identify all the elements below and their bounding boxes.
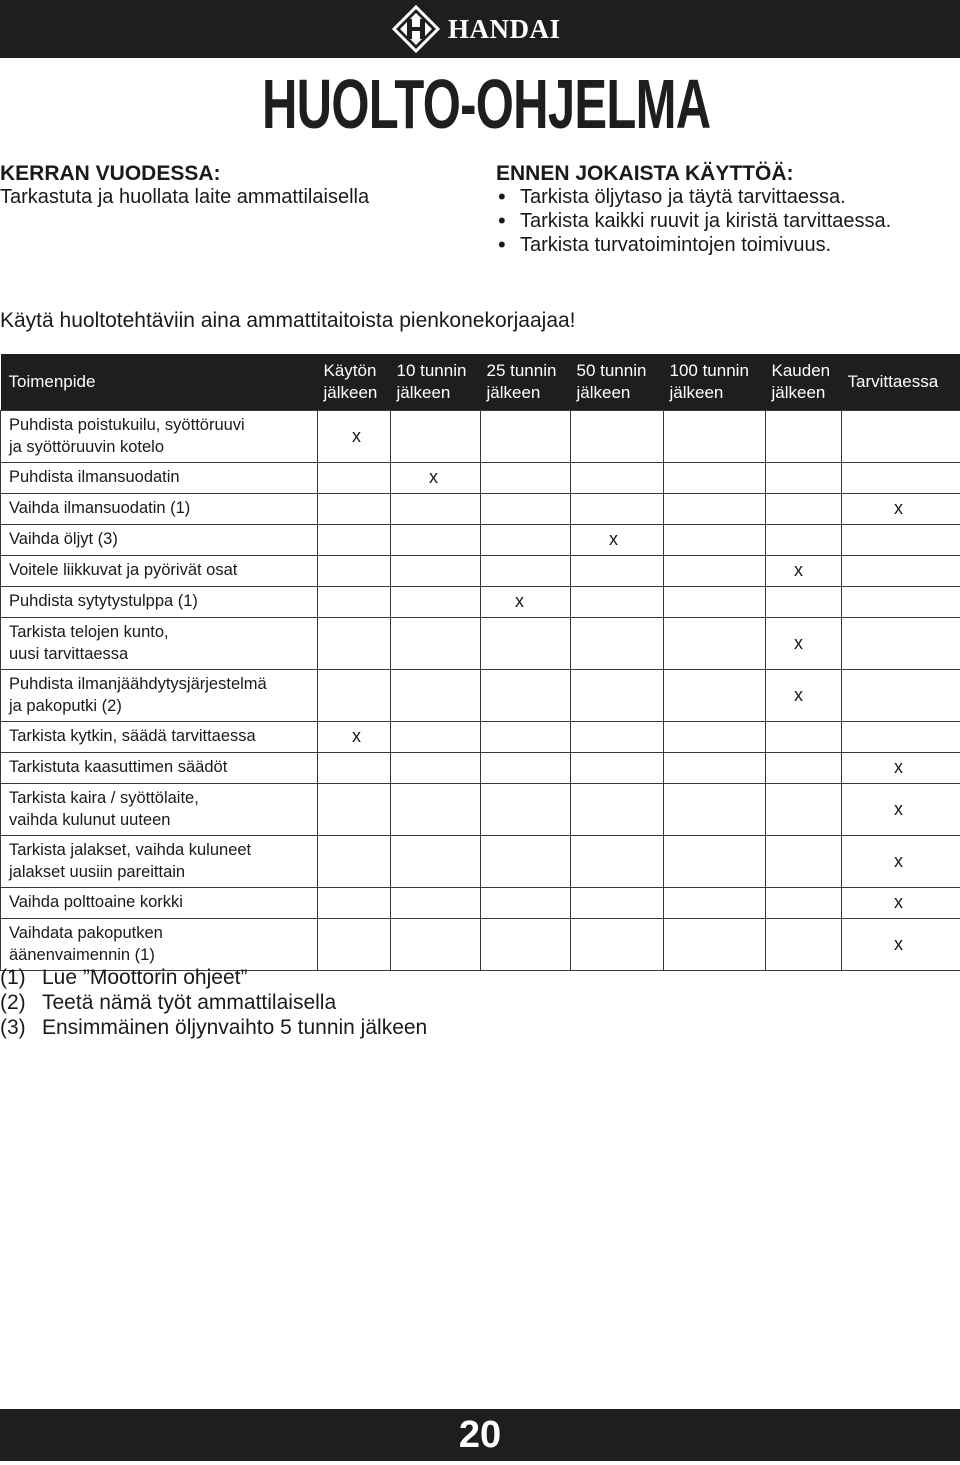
- interval-cell: [842, 670, 960, 722]
- task-cell: [1, 463, 318, 494]
- task-text: Puhdista ilmansuodatin: [9, 468, 180, 487]
- interval-cell: [318, 753, 391, 784]
- footnote-text: Lue ”Moottorin ohjeet”: [42, 966, 248, 989]
- interval-cell: [842, 722, 960, 753]
- interval-cell: x: [571, 525, 664, 556]
- interval-cell: [318, 587, 391, 618]
- column-header: [481, 354, 571, 411]
- interval-cell: x: [318, 722, 391, 753]
- interval-cell: [481, 722, 571, 753]
- interval-cell: x: [842, 753, 960, 784]
- table-body: [1, 411, 960, 971]
- interval-cell: [391, 836, 481, 888]
- interval-cell: [391, 919, 481, 971]
- task-text: Tarkista jalakset, vaihda kuluneet: [9, 841, 252, 859]
- table-row: [1, 919, 960, 971]
- interval-cell: [571, 670, 664, 722]
- task-cell: [1, 888, 318, 919]
- before-use-item: • Tarkista kaikki ruuvit ja kiristä tarvittaessa.: [496, 209, 891, 233]
- interval-cell: x: [766, 556, 842, 587]
- interval-cell: [766, 411, 842, 463]
- footnote-number: (3): [0, 1016, 26, 1039]
- interval-cell: [318, 784, 391, 836]
- interval-cell: [664, 753, 766, 784]
- interval-cell: x: [842, 919, 960, 971]
- interval-cell: [318, 836, 391, 888]
- interval-cell: x: [766, 618, 842, 670]
- interval-cell: [481, 670, 571, 722]
- page-title: HUOLTO-OHJELMA: [262, 65, 711, 143]
- column-header: [664, 354, 766, 411]
- interval-cell: [766, 753, 842, 784]
- footnote-text: Teetä nämä työt ammattilaisella: [42, 991, 337, 1014]
- table-row: [1, 494, 960, 525]
- interval-cell: [391, 670, 481, 722]
- interval-cell: [664, 784, 766, 836]
- interval-cell: [571, 463, 664, 494]
- interval-cell: [481, 888, 571, 919]
- interval-cell: [664, 836, 766, 888]
- interval-cell: [481, 411, 571, 463]
- task-text: äänenvaimennin (1): [9, 945, 155, 964]
- interval-cell: [664, 411, 766, 463]
- interval-cell: [571, 556, 664, 587]
- page-number: 20: [458, 1414, 502, 1456]
- interval-cell: [391, 494, 481, 525]
- interval-cell: [571, 618, 664, 670]
- task-text: Vaihdata pakoputken: [9, 924, 163, 942]
- table-row: [1, 722, 960, 753]
- column-header-line: jälkeen: [396, 383, 451, 402]
- column-header-line: Kauden: [771, 361, 831, 380]
- task-cell: [1, 919, 318, 971]
- column-header-line: 10 tunnin: [396, 361, 467, 380]
- column-header-line: Käytön: [323, 361, 377, 380]
- table-row: [1, 411, 960, 463]
- before-use-list: [496, 185, 891, 257]
- interval-cell: [571, 411, 664, 463]
- interval-cell: [842, 587, 960, 618]
- interval-cell: [318, 888, 391, 919]
- task-text: Vaihda polttoaine korkki: [9, 893, 183, 912]
- task-text: Tarkista kytkin, säädä tarvittaessa: [9, 727, 256, 746]
- interval-cell: [391, 587, 481, 618]
- interval-cell: [664, 670, 766, 722]
- interval-cell: x: [766, 670, 842, 722]
- interval-cell: [571, 836, 664, 888]
- task-text: jalakset uusiin pareittain: [9, 862, 186, 881]
- before-use-item: • Tarkista öljytaso ja täytä tarvittaessa.: [496, 185, 891, 209]
- table-row: [1, 556, 960, 587]
- interval-cell: [391, 888, 481, 919]
- column-header: [571, 354, 664, 411]
- yearly-heading: KERRAN VUODESSA:: [0, 162, 221, 185]
- table-row: [1, 753, 960, 784]
- maintenance-schedule-table: [0, 354, 960, 971]
- interval-cell: x: [842, 888, 960, 919]
- interval-cell: x: [391, 463, 481, 494]
- column-header: [1, 354, 318, 411]
- interval-cell: x: [842, 494, 960, 525]
- table-row: [1, 888, 960, 919]
- column-header-line: jälkeen: [486, 383, 541, 402]
- task-text: Vaihda ilmansuodatin (1): [9, 499, 191, 518]
- interval-cell: [766, 836, 842, 888]
- task-cell: [1, 836, 318, 888]
- task-text: ja syöttöruuvin kotelo: [9, 437, 165, 456]
- interval-cell: [571, 753, 664, 784]
- interval-cell: [571, 919, 664, 971]
- interval-cell: [842, 411, 960, 463]
- table-row: [1, 525, 960, 556]
- interval-cell: [571, 722, 664, 753]
- column-header: [391, 354, 481, 411]
- footnote: [0, 965, 427, 990]
- interval-cell: [766, 919, 842, 971]
- interval-cell: x: [318, 411, 391, 463]
- task-text: vaihda kulunut uuteen: [9, 810, 171, 829]
- interval-cell: [766, 888, 842, 919]
- before-use-heading: ENNEN JOKAISTA KÄYTTÖÄ:: [496, 162, 794, 185]
- footnote: [0, 990, 427, 1015]
- interval-cell: [664, 587, 766, 618]
- interval-cell: x: [842, 836, 960, 888]
- interval-cell: [766, 494, 842, 525]
- task-text: Puhdista ilmanjäähdytysjärjestelmä: [9, 675, 267, 693]
- interval-cell: [391, 753, 481, 784]
- task-cell: [1, 722, 318, 753]
- interval-cell: [481, 494, 571, 525]
- column-header-line: 25 tunnin: [486, 361, 557, 380]
- task-cell: [1, 587, 318, 618]
- interval-cell: [391, 411, 481, 463]
- interval-cell: [664, 919, 766, 971]
- task-cell: [1, 618, 318, 670]
- task-text: Puhdista sytytystulppa (1): [9, 592, 198, 611]
- task-cell: [1, 556, 318, 587]
- interval-cell: x: [481, 587, 571, 618]
- yearly-text: Tarkastuta ja huollata laite ammattilaisella: [0, 186, 370, 208]
- brand-name: HANDAI: [448, 13, 561, 44]
- interval-cell: [766, 722, 842, 753]
- table-row: [1, 618, 960, 670]
- task-text: Vaihda öljyt (3): [9, 530, 118, 549]
- column-header-line: jälkeen: [771, 383, 826, 402]
- task-cell: [1, 494, 318, 525]
- interval-cell: [766, 587, 842, 618]
- interval-cell: [481, 753, 571, 784]
- interval-cell: [842, 525, 960, 556]
- column-header-line: 100 tunnin: [669, 361, 749, 380]
- interval-cell: [318, 494, 391, 525]
- interval-cell: [391, 525, 481, 556]
- interval-cell: [481, 618, 571, 670]
- task-text: uusi tarvittaessa: [9, 644, 129, 663]
- task-text: Puhdista poistukuilu, syöttöruuvi: [9, 416, 245, 434]
- column-header: [318, 354, 391, 411]
- footnote-number: (2): [0, 991, 26, 1014]
- interval-cell: [391, 722, 481, 753]
- column-header: [766, 354, 842, 411]
- interval-cell: [391, 618, 481, 670]
- table-header-row: [1, 354, 960, 411]
- column-header-line: Toimenpide: [8, 372, 96, 391]
- advice-text: Käytä huoltotehtäviin aina ammattitaitoista pienkonekorjaajaa!: [0, 309, 576, 332]
- interval-cell: [318, 618, 391, 670]
- interval-cell: [571, 494, 664, 525]
- interval-cell: [318, 556, 391, 587]
- table-row: [1, 670, 960, 722]
- interval-cell: [842, 556, 960, 587]
- column-header-line: 50 tunnin: [576, 361, 647, 380]
- footnote-text: Ensimmäinen öljynvaihto 5 tunnin jälkeen: [42, 1016, 428, 1039]
- task-text: Voitele liikkuvat ja pyörivät osat: [9, 561, 238, 580]
- interval-cell: [391, 784, 481, 836]
- interval-cell: [481, 784, 571, 836]
- interval-cell: [391, 556, 481, 587]
- task-cell: [1, 670, 318, 722]
- table-row: [1, 587, 960, 618]
- table-row: [1, 784, 960, 836]
- interval-cell: [664, 722, 766, 753]
- interval-cell: [481, 556, 571, 587]
- task-cell: [1, 525, 318, 556]
- footnote: [0, 1015, 427, 1040]
- task-cell: [1, 411, 318, 463]
- interval-cell: [571, 587, 664, 618]
- task-text: Tarkista kaira / syöttölaite,: [9, 789, 199, 807]
- interval-cell: [481, 836, 571, 888]
- h-diamond-logo-icon: [392, 5, 440, 53]
- column-header-line: jälkeen: [323, 383, 378, 402]
- interval-cell: [318, 670, 391, 722]
- table-row: [1, 463, 960, 494]
- column-header-line: jälkeen: [669, 383, 724, 402]
- interval-cell: [842, 463, 960, 494]
- interval-cell: [766, 463, 842, 494]
- interval-cell: [571, 888, 664, 919]
- footnote-number: (1): [0, 966, 26, 989]
- task-text: Tarkistuta kaasuttimen säädöt: [9, 758, 228, 777]
- interval-cell: [481, 919, 571, 971]
- interval-cell: [318, 463, 391, 494]
- interval-cell: [842, 618, 960, 670]
- interval-cell: [664, 494, 766, 525]
- footnotes: [0, 965, 427, 1040]
- interval-cell: [318, 919, 391, 971]
- interval-cell: [766, 525, 842, 556]
- task-text: Tarkista telojen kunto,: [9, 623, 169, 641]
- interval-cell: [571, 784, 664, 836]
- interval-cell: [481, 525, 571, 556]
- interval-cell: x: [842, 784, 960, 836]
- table-row: [1, 836, 960, 888]
- column-header-line: jälkeen: [576, 383, 631, 402]
- interval-cell: [664, 556, 766, 587]
- interval-cell: [664, 888, 766, 919]
- column-header: [842, 354, 960, 411]
- task-cell: [1, 753, 318, 784]
- interval-cell: [481, 463, 571, 494]
- interval-cell: [664, 618, 766, 670]
- interval-cell: [664, 525, 766, 556]
- before-use-item: • Tarkista turvatoimintojen toimivuus.: [496, 233, 891, 257]
- interval-cell: [318, 525, 391, 556]
- task-text: ja pakoputki (2): [9, 696, 122, 715]
- column-header-line: Tarvittaessa: [847, 372, 939, 391]
- interval-cell: [766, 784, 842, 836]
- task-cell: [1, 784, 318, 836]
- interval-cell: [664, 463, 766, 494]
- brand-logo: [392, 4, 561, 54]
